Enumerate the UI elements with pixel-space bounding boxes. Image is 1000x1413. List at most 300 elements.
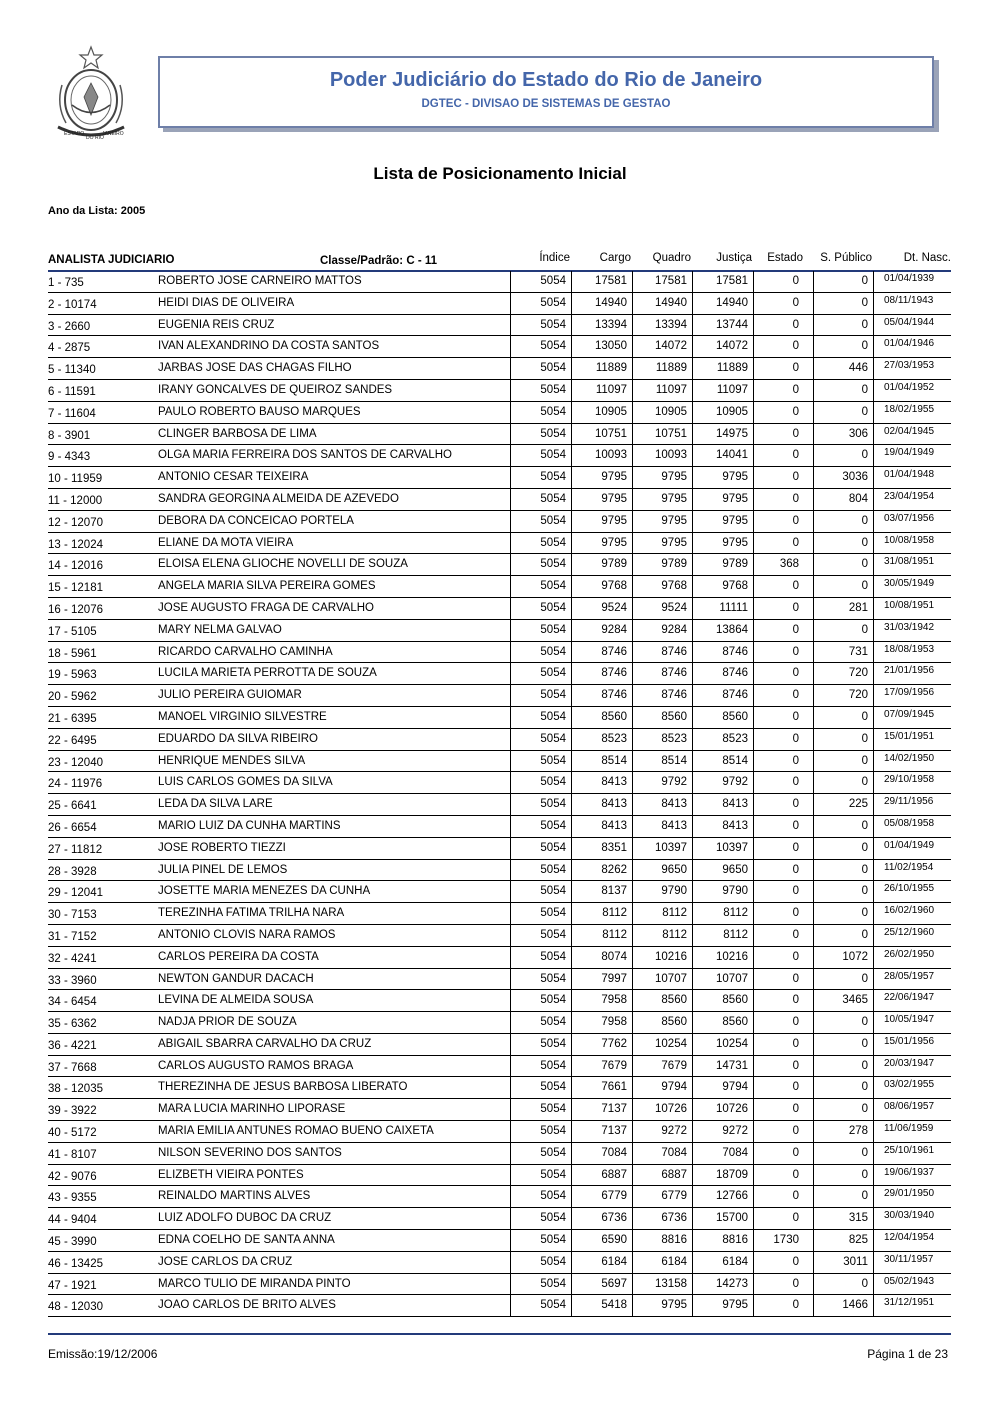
cell-divider [571,1077,572,1098]
cell-quadro: 10093 [655,449,687,462]
cell-position: 36 - 4221 [48,1039,97,1052]
cell-divider [632,816,633,837]
cell-divider [873,729,874,750]
cell-estado: 0 [792,1016,799,1029]
cell-divider [813,1230,814,1251]
cell-servico-publico: 0 [861,405,868,418]
cell-indice: 5054 [540,601,566,614]
cell-divider [873,1274,874,1295]
cell-divider [632,402,633,423]
cell-position: 17 - 5105 [48,625,97,638]
col-data-nascimento: Dt. Nasc. [903,252,951,264]
cell-divider [753,511,754,532]
cell-divider [510,576,511,597]
cell-divider [510,1208,511,1229]
cell-cargo: 9524 [601,601,627,614]
cell-divider [813,315,814,336]
cell-divider [692,511,693,532]
cell-divider [813,794,814,815]
cell-birth-date: 07/09/1945 [884,708,935,720]
header-subtitle: DGTEC - DIVISAO DE SISTEMAS DE GESTAO [421,98,671,110]
cell-quadro: 8413 [661,798,687,811]
cell-divider [753,925,754,946]
cell-divider [813,1274,814,1295]
cell-servico-publico: 1466 [842,1299,868,1312]
cell-name: JOSE ROBERTO TIEZZI [158,841,286,854]
cell-divider [692,445,693,466]
cell-name: ROBERTO JOSE CARNEIRO MATTOS [158,275,362,287]
cell-divider [873,707,874,728]
cell-divider [813,1295,814,1316]
cell-birth-date: 20/03/1947 [884,1057,935,1069]
cell-servico-publico: 3011 [843,1255,868,1268]
cell-divider [813,598,814,619]
cell-servico-publico: 0 [861,754,868,767]
cell-divider [813,271,814,292]
col-quadro: Quadro [652,252,691,264]
cell-position: 4 - 2875 [48,342,91,355]
cell-estado: 0 [792,1168,799,1181]
cell-justica: 10254 [716,1037,748,1050]
cell-servico-publico: 0 [861,536,868,549]
cell-birth-date: 31/12/1951 [884,1297,935,1309]
cell-indice: 5054 [540,1125,566,1138]
cell-birth-date: 19/06/1937 [884,1166,935,1178]
cell-name: LUIZ ADOLFO DUBOC DA CRUZ [158,1212,332,1225]
cell-birth-date: 29/11/1956 [884,796,934,808]
cell-name: JOSE CARLOS DA CRUZ [158,1255,293,1268]
cell-justica: 9795 [722,1299,748,1312]
cell-justica: 8413 [722,819,748,832]
cell-birth-date: 03/02/1955 [884,1079,935,1091]
cell-divider [692,489,693,510]
cell-divider [510,1012,511,1033]
cell-divider [753,1121,754,1142]
cell-indice: 5054 [540,907,566,920]
cell-cargo: 9284 [601,623,627,636]
cell-name: MARY NELMA GALVAO [158,623,282,636]
cell-divider [692,1012,693,1033]
cell-justica: 8746 [722,645,748,658]
cell-divider [692,1099,693,1120]
cell-servico-publico: 0 [861,1059,868,1072]
cell-divider [632,554,633,575]
cell-divider [692,554,693,575]
cell-divider [510,315,511,336]
cell-estado: 0 [792,601,799,614]
cell-divider [692,598,693,619]
cell-divider [753,467,754,488]
cell-divider [692,315,693,336]
cell-divider [753,969,754,990]
cell-divider [813,380,814,401]
cell-birth-date: 10/08/1951 [884,599,935,611]
cell-cargo: 6779 [601,1190,627,1203]
table-row [48,598,951,620]
cell-quadro: 14072 [655,340,687,353]
cell-divider [873,576,874,597]
cell-cargo: 8413 [601,776,627,789]
cell-name: THEREZINHA DE JESUS BARBOSA LIBERATO [158,1081,408,1094]
cell-indice: 5054 [540,667,566,680]
cell-divider [753,1165,754,1186]
cell-estado: 0 [792,449,799,462]
cell-divider [571,1121,572,1142]
cell-divider [510,424,511,445]
cell-estado: 0 [792,536,799,549]
cell-divider [873,1034,874,1055]
cell-divider [692,1186,693,1207]
table-row [48,424,951,446]
cell-divider [692,1056,693,1077]
cell-divider [632,380,633,401]
cell-estado: 0 [792,275,799,287]
cell-divider [873,445,874,466]
cell-indice: 5054 [540,841,566,854]
cell-divider [571,380,572,401]
cell-divider [753,315,754,336]
cell-divider [632,511,633,532]
cell-divider [813,1056,814,1077]
cell-divider [813,424,814,445]
cell-birth-date: 26/10/1955 [884,883,935,895]
cell-quadro: 10726 [655,1103,687,1116]
cell-position: 5 - 11340 [48,364,96,377]
cell-birth-date: 05/04/1944 [884,316,935,328]
cell-divider [873,358,874,379]
cell-cargo: 7762 [601,1037,627,1050]
cell-justica: 7084 [722,1146,748,1159]
seal-text-2: DO [86,135,94,141]
cell-divider [632,576,633,597]
cell-divider [873,1077,874,1098]
cell-name: ELIANE DA MOTA VIEIRA [158,536,294,549]
cell-indice: 5054 [540,536,566,549]
cell-indice: 5054 [540,1103,566,1116]
cell-estado: 0 [792,296,799,309]
cell-justica: 8413 [722,798,748,811]
cell-justica: 6184 [722,1255,748,1268]
cell-justica: 10216 [716,950,748,963]
cell-position: 35 - 6362 [48,1018,97,1031]
cell-quadro: 14940 [655,296,687,309]
cell-divider [813,293,814,314]
cell-divider [692,467,693,488]
cell-divider [753,380,754,401]
cell-divider [813,1077,814,1098]
cell-birth-date: 19/04/1949 [884,447,935,459]
cell-position: 41 - 8107 [48,1148,97,1161]
cell-divider [510,293,511,314]
cell-divider [873,751,874,772]
cell-divider [873,1121,874,1142]
cell-divider [632,663,633,684]
cell-divider [510,903,511,924]
cell-servico-publico: 3465 [842,994,868,1007]
cell-servico-publico: 0 [861,623,868,636]
cell-divider [571,554,572,575]
cell-cargo: 8514 [601,754,627,767]
cell-divider [571,990,572,1011]
cell-name: HENRIQUE MENDES SILVA [158,754,306,767]
cell-quadro: 8746 [661,645,687,658]
table-row [48,969,951,991]
cell-position: 15 - 12181 [48,582,103,595]
cell-justica: 9789 [722,558,748,571]
cell-cargo: 8137 [601,885,627,898]
cell-name: LEDA DA SILVA LARE [158,798,273,811]
cell-indice: 5054 [540,645,566,658]
cell-divider [753,358,754,379]
cell-divider [632,925,633,946]
cell-quadro: 9789 [661,558,687,571]
cell-birth-date: 01/04/1952 [884,381,935,393]
cell-servico-publico: 0 [861,1146,868,1159]
cell-justica: 10726 [716,1103,748,1116]
cell-cargo: 8112 [602,928,627,941]
cell-divider [510,838,511,859]
cell-divider [571,860,572,881]
cell-divider [692,380,693,401]
cell-divider [510,533,511,554]
cell-divider [753,336,754,357]
cell-indice: 5054 [540,1255,566,1268]
cell-estado: 0 [792,972,799,985]
cell-estado: 0 [792,1277,799,1290]
cell-divider [632,1295,633,1316]
cell-divider [753,1208,754,1229]
cell-divider [873,402,874,423]
cell-estado: 0 [792,1125,799,1138]
cell-divider [873,794,874,815]
table-row [48,685,951,707]
col-justica: Justiça [716,252,752,264]
cell-divider [632,1230,633,1251]
cell-name: TEREZINHA FATIMA TRILHA NARA [158,907,345,920]
cell-birth-date: 30/11/1957 [884,1253,934,1265]
cell-quadro: 9794 [661,1081,687,1094]
table-row [48,1056,951,1078]
cell-servico-publico: 0 [861,449,868,462]
cell-cargo: 9768 [601,580,627,593]
table-row [48,620,951,642]
cell-name: ELOISA ELENA GLIOCHE NOVELLI DE SOUZA [158,558,408,571]
table-row [48,467,951,489]
cell-divider [873,642,874,663]
cell-estado: 0 [792,667,799,680]
cell-indice: 5054 [540,1016,566,1029]
cell-birth-date: 10/05/1947 [884,1014,935,1026]
cell-divider [692,1165,693,1186]
cell-divider [692,576,693,597]
cell-name: EUGENIA REIS CRUZ [158,318,275,331]
cell-justica: 8514 [722,754,748,767]
cell-servico-publico: 0 [861,383,868,396]
cell-servico-publico: 0 [861,732,868,745]
cell-cargo: 7137 [601,1103,627,1116]
cell-estado: 0 [792,928,799,941]
cell-justica: 8112 [723,907,748,920]
cell-servico-publico: 0 [861,907,868,920]
cell-quadro: 8112 [662,928,687,941]
cell-divider [753,445,754,466]
cell-quadro: 6887 [661,1168,687,1181]
cell-servico-publico: 0 [861,1190,868,1203]
cell-divider [571,881,572,902]
cell-birth-date: 18/02/1955 [884,403,935,415]
cell-estado: 0 [792,623,799,636]
class-pattern [320,255,437,267]
cell-divider [873,533,874,554]
cell-position: 46 - 13425 [48,1257,103,1270]
cell-servico-publico: 720 [848,667,868,680]
cell-divider [692,663,693,684]
cell-divider [753,271,754,292]
cell-divider [753,1077,754,1098]
cell-estado: 0 [792,471,799,484]
cell-divider [753,642,754,663]
cell-divider [571,794,572,815]
cell-divider [571,315,572,336]
cell-indice: 5054 [540,405,566,418]
cell-divider [692,402,693,423]
cell-justica: 11111 [719,601,748,614]
cell-divider [692,729,693,750]
cell-divider [571,576,572,597]
table-row [48,860,951,882]
cell-quadro: 17581 [655,275,687,287]
cell-quadro: 10254 [655,1037,687,1050]
cell-birth-date: 05/08/1958 [884,817,935,829]
cell-divider [571,685,572,706]
table-row [48,554,951,576]
cell-justica: 10397 [716,841,748,854]
cell-divider [632,1099,633,1120]
cell-divider [873,554,874,575]
cell-divider [510,663,511,684]
cell-divider [813,554,814,575]
cell-divider [813,336,814,357]
cell-divider [692,1208,693,1229]
cell-cargo: 8746 [601,645,627,658]
table-row [48,1252,951,1274]
cell-divider [571,903,572,924]
table-row [48,1034,951,1056]
cell-divider [753,990,754,1011]
cell-divider [571,533,572,554]
cell-birth-date: 01/04/1949 [884,839,935,851]
cell-indice: 5054 [540,492,566,505]
cell-divider [692,772,693,793]
cell-cargo: 9795 [601,492,627,505]
table-row [48,336,951,358]
cell-justica: 14072 [716,340,748,353]
cell-cargo: 10905 [595,405,627,418]
cell-cargo: 9795 [601,514,627,527]
cell-divider [510,380,511,401]
cell-servico-publico: 225 [848,798,868,811]
cell-divider [632,707,633,728]
cell-divider [813,969,814,990]
cell-divider [632,1121,633,1142]
cell-servico-publico: 278 [848,1125,868,1138]
cell-birth-date: 29/10/1958 [884,774,935,786]
cell-divider [753,1034,754,1055]
cell-estado: 0 [792,580,799,593]
cell-justica: 14731 [716,1059,748,1072]
cell-justica: 9794 [722,1081,748,1094]
cell-position: 22 - 6495 [48,734,97,747]
cell-divider [571,1056,572,1077]
cell-quadro: 9795 [661,1299,687,1312]
cell-estado: 0 [792,318,799,331]
cell-divider [813,1186,814,1207]
cell-servico-publico: 0 [861,776,868,789]
cell-justica: 9790 [722,885,748,898]
cell-position: 38 - 12035 [48,1083,103,1096]
cell-divider [632,424,633,445]
cell-divider [571,1252,572,1273]
table-row [48,1143,951,1165]
cell-justica: 11889 [716,362,748,375]
cell-divider [571,271,572,292]
table-row [48,1230,951,1252]
cell-divider [753,293,754,314]
table-row [48,489,951,511]
table-row [48,293,951,315]
cell-divider [753,1295,754,1316]
cell-birth-date: 11/02/1954 [884,861,934,873]
cell-justica: 9792 [722,776,748,789]
cell-divider [873,816,874,837]
cell-divider [873,1252,874,1273]
cell-divider [692,903,693,924]
class-label: Classe/Padrão: [320,255,404,267]
cell-divider [510,816,511,837]
cell-divider [873,860,874,881]
cell-justica: 8560 [722,1016,748,1029]
cell-name: IVAN ALEXANDRINO DA COSTA SANTOS [158,340,380,353]
table-row [48,380,951,402]
cell-servico-publico: 731 [848,645,868,658]
cell-divider [753,1012,754,1033]
cell-divider [571,293,572,314]
cell-name: JARBAS JOSE DAS CHAGAS FILHO [158,362,352,375]
cell-justica: 13864 [716,623,748,636]
cell-divider [813,620,814,641]
cell-quadro: 7679 [661,1059,687,1072]
cell-quadro: 8816 [661,1234,687,1247]
cell-servico-publico: 0 [861,928,868,941]
cell-servico-publico: 0 [861,841,868,854]
cell-birth-date: 25/12/1960 [884,926,935,938]
cell-divider [692,620,693,641]
cell-divider [510,598,511,619]
cell-divider [510,1121,511,1142]
cell-estado: 0 [792,754,799,767]
cell-position: 39 - 3922 [48,1105,97,1118]
cell-justica: 8523 [722,732,748,745]
cell-divider [873,1186,874,1207]
cell-divider [510,620,511,641]
cell-quadro: 10751 [655,427,687,440]
cell-divider [692,838,693,859]
cell-position: 32 - 4241 [48,952,97,965]
cell-birth-date: 28/05/1957 [884,970,935,982]
table-row [48,990,951,1012]
cell-justica: 13744 [716,318,748,331]
cell-divider [571,707,572,728]
